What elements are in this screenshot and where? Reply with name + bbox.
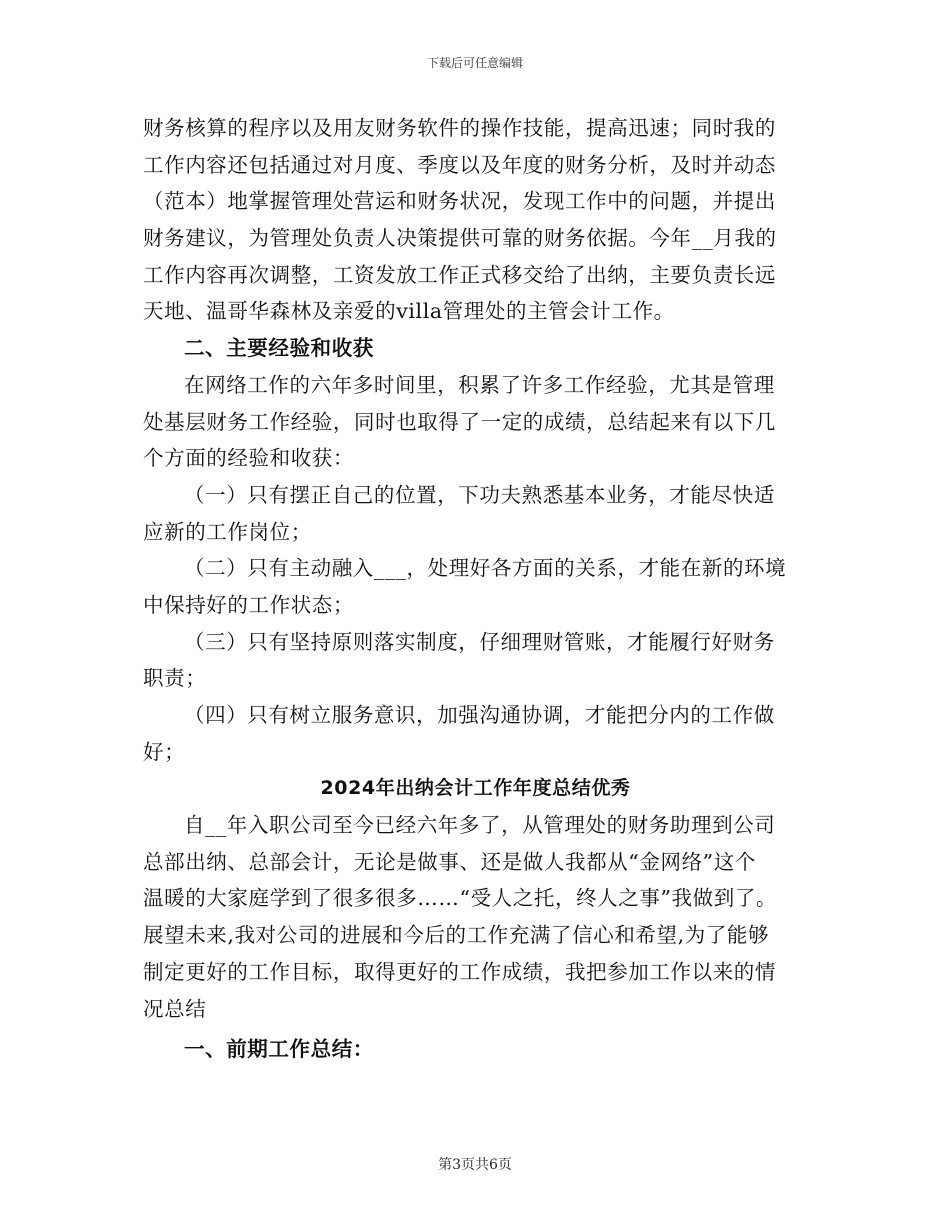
paragraph-line: 处基层财务工作经验，同时也取得了一定的成绩，总结起来有以下几 [143,409,776,434]
paragraph-line: 应新的工作岗位； [143,519,312,544]
paragraph-line: 财务建议，为管理处负责人决策提供可靠的财务依据。今年__月我的 [143,226,777,251]
paragraph-line: 个方面的经验和收获： [143,446,354,471]
paragraph-line: 中保持好的工作状态； [143,592,354,617]
list-item-three: （三）只有坚持原则落实制度，仔细理财管账，才能履行好财务 [184,629,775,654]
section-heading-summary: 一、前期工作总结： [184,1037,374,1062]
paragraph-line: 好； [143,739,186,764]
paragraph-line: 工作内容再次调整，工资发放工作正式移交给了出纳，主要负责长远 [143,262,776,287]
document-title: 2024年出纳会计工作年度总结优秀 [320,777,631,800]
paragraph-line: 自__年入职公司至今已经六年多了，从管理处的财务助理到公司 [184,813,776,838]
paragraph-line: 温暖的大家庭学到了很多很多……“受人之托，终人之事”我做到了。 [143,886,778,911]
paragraph-line: （范本）地掌握管理处营运和财务状况，发现工作中的问题，并提出 [143,189,776,214]
paragraph-line: 总部出纳、总部会计，无论是做事、还是做人我都从“金网络”这个 [143,849,756,874]
paragraph-line: 在网络工作的六年多时间里，积累了许多工作经验，尤其是管理 [184,372,775,397]
paragraph-line: 制定更好的工作目标，取得更好的工作成绩，我把参加工作以来的情 [143,959,776,984]
paragraph-line: 况总结 [143,996,207,1021]
list-item-one: （一）只有摆正自己的位置，下功夫熟悉基本业务，才能尽快适 [184,482,775,507]
paragraph-line: 展望未来,我对公司的进展和今后的工作充满了信心和希望,为了能够 [143,923,770,948]
paragraph-line: 工作内容还包括通过对月度、季度以及年度的财务分析，及时并动态 [143,152,776,177]
page-header-note: 下载后可任意编辑 [426,56,523,70]
page-number: 第3页共6页 [438,1157,512,1173]
list-item-four: （四）只有树立服务意识，加强沟通协调，才能把分内的工作做 [184,703,775,727]
paragraph-line: 职责； [143,666,207,691]
paragraph-line: 天地、温哥华森林及亲爱的villa管理处的主管会计工作。 [143,299,675,324]
paragraph-line: 财务核算的程序以及用友财务软件的操作技能，提高迅速；同时我的 [143,116,776,140]
document-body [143,110,808,1068]
list-item-two: （二）只有主动融入___，处理好各方面的关系，才能在新的环境 [184,556,787,581]
section-heading-experience: 二、主要经验和收获 [184,336,374,361]
